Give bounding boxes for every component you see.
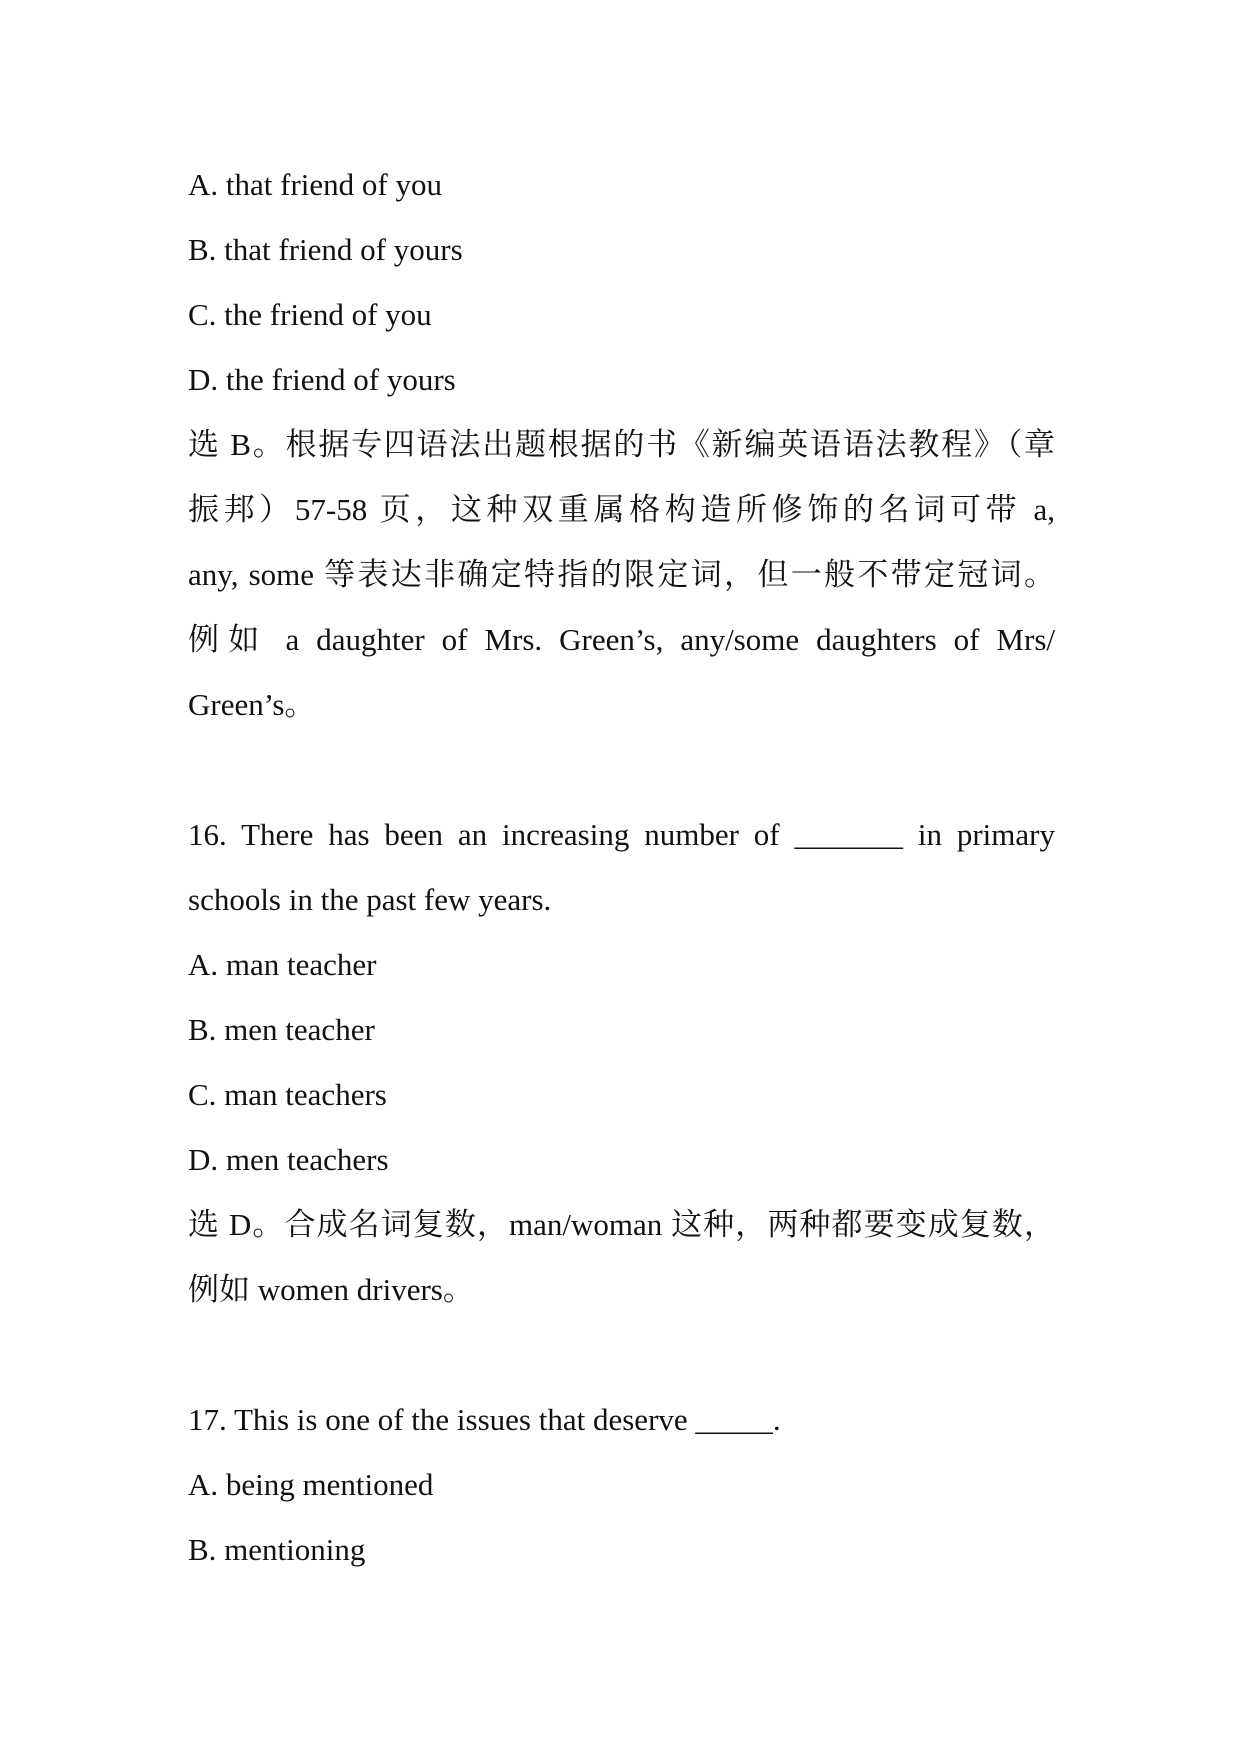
question-stem-line: 17. This is one of the issues that deserve _____. (188, 1402, 781, 1437)
option-d: D. men teachers (188, 1142, 389, 1177)
question-15-options (188, 152, 1055, 412)
option-b: B. that friend of yours (188, 232, 463, 267)
page-content (188, 152, 1055, 1582)
explanation-line: 选 D。合成名词复数，man/woman 这种，两种都要变成复数， (188, 1207, 1055, 1242)
paragraph-gap (188, 737, 1055, 802)
question-17-stem (188, 1387, 1055, 1452)
option-c: C. man teachers (188, 1077, 387, 1112)
option-a: A. being mentioned (188, 1467, 434, 1502)
question-15-explanation (188, 412, 1055, 737)
explanation-line: any, some 等表达非确定特指的限定词，但一般不带定冠词。 (188, 557, 1055, 592)
question-16-explanation (188, 1192, 1055, 1322)
option-b: B. mentioning (188, 1532, 366, 1567)
explanation-line: 例如 a daughter of Mrs. Green’s, any/some daughters of Mrs/ (188, 622, 1055, 657)
question-stem-line: schools in the past few years. (188, 882, 552, 917)
option-c: C. the friend of you (188, 297, 432, 332)
question-16-options (188, 932, 1055, 1192)
option-a: A. man teacher (188, 947, 377, 982)
option-b: B. men teacher (188, 1012, 375, 1047)
explanation-line: 例如 women drivers。 (188, 1272, 474, 1307)
option-d: D. the friend of yours (188, 362, 456, 397)
paragraph-gap (188, 1322, 1055, 1387)
option-a: A. that friend of you (188, 167, 442, 202)
explanation-line: Green’s。 (188, 687, 316, 722)
explanation-line: 选 B。根据专四语法出题根据的书《新编英语语法教程》（章 (188, 427, 1055, 462)
question-17-options (188, 1452, 1055, 1582)
explanation-line: 振邦）57-58 页，这种双重属格构造所修饰的名词可带 a, (188, 492, 1055, 527)
question-stem-line: 16. There has been an increasing number of _______ in primary (188, 817, 1055, 852)
question-16-stem (188, 802, 1055, 932)
